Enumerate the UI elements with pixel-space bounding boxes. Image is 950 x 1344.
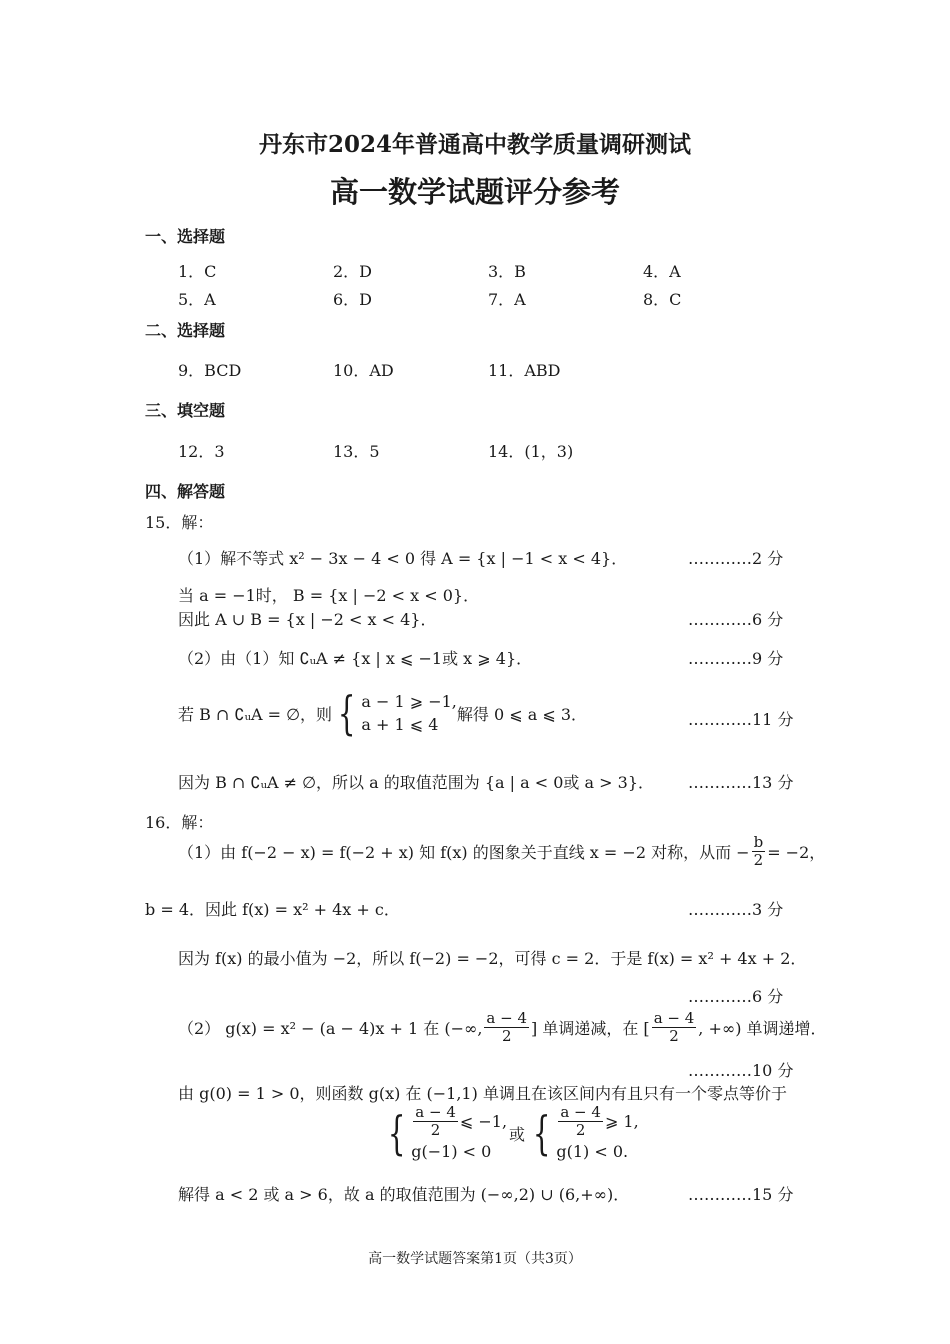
answer-item: 9．BCD [178, 361, 242, 380]
system-suffix: 解得 0 ⩽ a ⩽ 3． [456, 704, 588, 724]
solution-line: 解得 a < 2 或 a > 6，故 a 的取值范围为 (−∞,2) ∪ (6,+∞)． [178, 1185, 630, 1204]
solution-line: 因此 A ∪ B = {x | −2 < x < 4}． [178, 610, 437, 629]
solution-line [178, 834, 825, 870]
answer-item: 12．3 [178, 442, 225, 461]
page-footer: 高一数学试题答案第1页（共3页） [368, 1251, 582, 1267]
system-line: g(1) < 0. [556, 1141, 629, 1161]
or-connector: 或 [509, 1124, 526, 1144]
brace-glyph: { [337, 686, 356, 741]
equation-system [332, 686, 457, 741]
score-marker: …………15 分 [688, 1185, 794, 1204]
answer-item: 8．C [643, 290, 682, 309]
brace-glyph: { [532, 1106, 551, 1161]
denominator: 2 [753, 851, 764, 870]
solution-line: （1）解不等式 x² − 3x − 4 < 0 得 A = {x | −1 < x < 4}． [178, 549, 628, 568]
line-text: （1）由 f(−2 − x) = f(−2 + x) 知 f(x) 的图象关于直线 x = −2 对称，从而 − [178, 843, 750, 863]
answer-item: 7．A [488, 290, 526, 309]
system-line: g(−1) < 0 [411, 1141, 492, 1161]
answer-item: 5．A [178, 290, 216, 309]
fraction [484, 1010, 529, 1046]
question-label: 16．解： [145, 813, 214, 832]
score-marker: …………10 分 [688, 1061, 794, 1080]
denominator: 2 [430, 1121, 441, 1140]
solution-line: 因为 B ∩ ∁ᵤA ≠ ∅，所以 a 的取值范围为 {a | a < 0或 a > 3}． [178, 773, 654, 792]
line-text: , +∞) 单调递增． [698, 1019, 827, 1039]
section-heading-solutions: 四、解答题 [145, 482, 226, 501]
denominator: 2 [669, 1027, 679, 1046]
answer-item: 13．5 [333, 442, 380, 461]
equation-system [527, 1104, 639, 1163]
line-text: = −2， [767, 843, 826, 863]
fraction [652, 1010, 697, 1046]
score-marker: …………6 分 [688, 610, 784, 629]
system-line: ⩽ −1, [459, 1112, 508, 1132]
answer-item: 4．A [643, 262, 681, 281]
equation-systems [382, 1104, 639, 1163]
solution-line: （2）由（1）知 ∁ᵤA ≠ {x | x ⩽ −1或 x ⩾ 4}． [178, 649, 533, 668]
score-marker: …………3 分 [688, 900, 784, 919]
page-title: 丹东市2024年普通高中教学质量调研测试 [258, 131, 691, 158]
solution-line: 由 g(0) = 1 > 0，则函数 g(x) 在 (−1,1) 单调且在该区间内有且只有一个零点等价于 [178, 1084, 787, 1103]
score-marker: …………13 分 [688, 773, 794, 792]
score-marker: …………11 分 [688, 710, 794, 729]
numerator: a − 4 [415, 1103, 456, 1121]
page-subtitle: 高一数学试题评分参考 [329, 175, 620, 209]
answer-item: 14．(1，3) [488, 442, 574, 461]
system-line: a + 1 ⩽ 4 [361, 715, 439, 735]
answer-item: 10．AD [333, 361, 394, 380]
answer-item: 11．ABD [488, 361, 561, 380]
system-line: ⩾ 1, [604, 1112, 639, 1132]
equation-system [382, 1104, 507, 1163]
line-text: （2） g(x) = x² − (a − 4)x + 1 在 (−∞, [178, 1019, 483, 1039]
brace-glyph: { [387, 1106, 406, 1161]
solution-line [178, 1010, 827, 1046]
solution-line-system [178, 686, 588, 741]
numerator: b [753, 833, 764, 851]
answer-item: 6．D [333, 290, 373, 309]
system-prefix: 若 B ∩ ∁ᵤA = ∅，则 [178, 704, 333, 724]
numerator: a − 4 [653, 1009, 695, 1027]
answer-item: 3．B [488, 262, 526, 281]
section-heading-choice: 一、选择题 [145, 227, 226, 246]
answer-item: 1．C [178, 262, 217, 281]
solution-line: 当 a = −1时， B = {x | −2 < x < 0}． [178, 586, 480, 605]
system-line: a − 1 ⩾ −1, [361, 692, 457, 711]
section-heading-multi-choice: 二、选择题 [145, 321, 226, 340]
section-heading-fill-blank: 三、填空题 [145, 401, 226, 420]
solution-line: 因为 f(x) 的最小值为 −2，所以 f(−2) = −2，可得 c = 2．于是 f(x) = x² + 4x + 2． [178, 949, 807, 968]
answer-item: 2．D [333, 262, 373, 281]
score-marker: …………9 分 [688, 649, 784, 668]
question-label: 15．解： [145, 513, 214, 532]
fraction [752, 834, 766, 870]
numerator: a − 4 [486, 1009, 528, 1027]
line-text: ] 单调递减，在 [ [531, 1019, 650, 1039]
denominator: 2 [575, 1121, 586, 1140]
score-marker: …………2 分 [688, 549, 784, 568]
numerator: a − 4 [560, 1103, 601, 1121]
solution-line: b = 4．因此 f(x) = x² + 4x + c． [145, 900, 400, 919]
denominator: 2 [501, 1027, 512, 1046]
fraction [558, 1104, 603, 1140]
score-marker: …………6 分 [688, 987, 784, 1006]
fraction [413, 1104, 458, 1140]
